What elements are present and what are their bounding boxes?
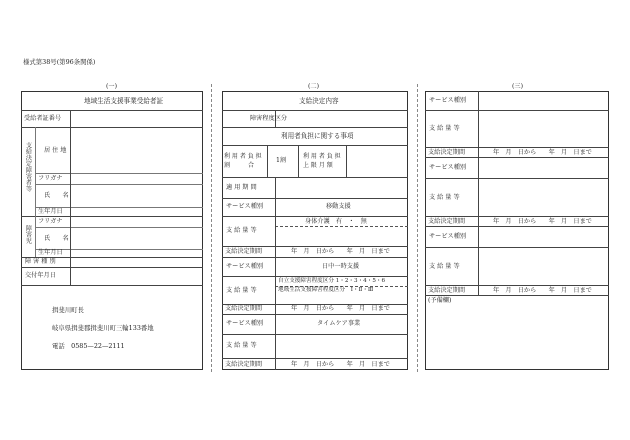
mobility-support: 移動支援 bbox=[326, 203, 351, 210]
c3-supply-amount-label-1: 支 給 量 等 bbox=[429, 125, 460, 132]
c3-decision-period-value-1: 年 月 日から 年 月 日まで bbox=[493, 149, 592, 156]
form-label: 様式第38号(第96条関係) bbox=[23, 58, 96, 66]
body-care-option[interactable]: 身体介護 有 ・ 無 bbox=[305, 218, 367, 225]
fold-line-left bbox=[211, 84, 212, 372]
c3-decision-period-value-2: 年 月 日から 年 月 日まで bbox=[493, 218, 592, 225]
c3-supply-amount-label-2: 支 給 量 等 bbox=[429, 194, 460, 201]
recipient-no-label: 受給者証番号 bbox=[24, 115, 62, 122]
fold-line-right bbox=[417, 84, 418, 372]
community-level[interactable]: 地域生活支援障害程度区分 Ⅰ・Ⅱ・Ⅲ bbox=[278, 287, 374, 293]
service-type-label-2: サービス種別 bbox=[226, 263, 264, 270]
supply-amount-label: 支 給 量 等 bbox=[226, 227, 257, 234]
disability-level-field[interactable] bbox=[277, 112, 405, 125]
certified-person-group-label: 支給決定障害者等 bbox=[24, 142, 32, 192]
c3-service-type-label-1: サービス種別 bbox=[429, 97, 467, 104]
disability-type-field[interactable] bbox=[72, 258, 200, 266]
child-name-label: 氏 名 bbox=[44, 235, 69, 242]
decision-title: 支給決定内容 bbox=[299, 97, 339, 105]
burden-cap-label: 利 用 者 負 担 上 限 月 額 bbox=[303, 153, 341, 169]
c3-service-type-field-2[interactable] bbox=[480, 159, 606, 176]
supply-amount-field-3[interactable] bbox=[277, 336, 405, 356]
c3-service-type-label-3: サービス種別 bbox=[429, 233, 467, 240]
decision-period-value: 年 月 日から 年 月 日まで bbox=[291, 248, 390, 255]
burden-ratio-label: 利 用 者 負 担 割 合 bbox=[224, 153, 262, 169]
col3-marker: (三) bbox=[512, 83, 524, 90]
decision-period-label: 支給決定期間 bbox=[225, 248, 263, 255]
c3-supply-amount-field-3[interactable] bbox=[480, 249, 606, 283]
disability-type-label: 障 害 種 別 bbox=[25, 258, 56, 265]
c3-decision-period-value-3: 年 月 日から 年 月 日まで bbox=[493, 287, 592, 294]
decision-period-value-3: 年 月 日から 年 月 日まで bbox=[291, 361, 390, 368]
dob-field[interactable] bbox=[72, 208, 200, 216]
c3-service-type-field-1[interactable] bbox=[480, 93, 606, 108]
c3-service-type-field-3[interactable] bbox=[480, 228, 606, 245]
service-type-label-3: サービス種別 bbox=[226, 320, 264, 327]
c3-supply-amount-field-1[interactable] bbox=[480, 112, 606, 145]
apply-period-field[interactable] bbox=[277, 179, 405, 196]
child-group-label: 障害児 bbox=[24, 225, 32, 244]
name-field[interactable] bbox=[72, 186, 200, 206]
issuer-phone: 電話 0585—22—2111 bbox=[52, 342, 125, 350]
dob-label: 生年月日 bbox=[38, 208, 63, 215]
service-type-label: サービス種別 bbox=[226, 203, 264, 210]
name-label: 氏 名 bbox=[44, 192, 69, 199]
issuer-title: 揖斐川町長 bbox=[52, 306, 84, 314]
child-dob-label: 生年月日 bbox=[38, 249, 63, 256]
supply-amount-label-3: 支 給 量 等 bbox=[226, 342, 257, 349]
furigana-label: フリガナ bbox=[38, 175, 63, 182]
supply-amount-field[interactable] bbox=[277, 228, 405, 244]
c3-decision-period-label-3: 支給決定期間 bbox=[428, 287, 466, 294]
col1-marker: (一) bbox=[106, 83, 118, 90]
decision-period-value-2: 年 月 日から 年 月 日まで bbox=[291, 305, 390, 312]
burden-ratio-value: 1割 bbox=[276, 157, 287, 164]
child-furigana-field[interactable] bbox=[72, 218, 200, 226]
issue-date-label: 交付年月日 bbox=[25, 272, 56, 279]
decision-period-label-2: 支給決定期間 bbox=[225, 305, 263, 312]
furigana-field[interactable] bbox=[72, 175, 200, 183]
self-support-level[interactable]: 自立支援障害程度区分 1・2・3・4・5・6 bbox=[278, 278, 386, 284]
day-care: 日中一時支援 bbox=[322, 263, 360, 270]
child-name-field[interactable] bbox=[72, 229, 200, 248]
time-care: タイムケア事業 bbox=[317, 320, 361, 327]
certificate-title: 地域生活支援事業受給者証 bbox=[84, 97, 164, 105]
col2-marker: (二) bbox=[308, 83, 320, 90]
apply-period-label: 適 用 期 間 bbox=[226, 184, 257, 191]
supply-amount-field-2[interactable] bbox=[277, 296, 405, 303]
burden-title: 利用者負担に関する事項 bbox=[281, 132, 354, 140]
child-furigana-label: フリガナ bbox=[38, 218, 63, 225]
child-dob-field[interactable] bbox=[72, 250, 200, 257]
burden-cap-field[interactable] bbox=[348, 147, 406, 175]
recipient-no-field[interactable] bbox=[72, 112, 200, 125]
notes-label: (予備欄) bbox=[428, 297, 452, 304]
c3-service-type-label-2: サービス種別 bbox=[429, 164, 467, 171]
disability-level-label: 障害程度区分 bbox=[250, 115, 288, 122]
decision-period-label-3: 支給決定期間 bbox=[225, 361, 263, 368]
c3-decision-period-label-2: 支給決定期間 bbox=[428, 218, 466, 225]
c3-decision-period-label-1: 支給決定期間 bbox=[428, 149, 466, 156]
address-label: 居 住 地 bbox=[44, 147, 67, 154]
address-field[interactable] bbox=[72, 129, 200, 171]
issuer-address: 岐阜県揖斐郡揖斐川町三輪133番地 bbox=[52, 324, 154, 332]
c3-supply-amount-field-2[interactable] bbox=[480, 180, 606, 214]
supply-amount-label-2: 支 給 量 等 bbox=[226, 287, 257, 294]
issue-date-field[interactable] bbox=[72, 269, 200, 284]
notes-field[interactable] bbox=[427, 306, 607, 368]
c3-supply-amount-label-3: 支 給 量 等 bbox=[429, 263, 460, 270]
